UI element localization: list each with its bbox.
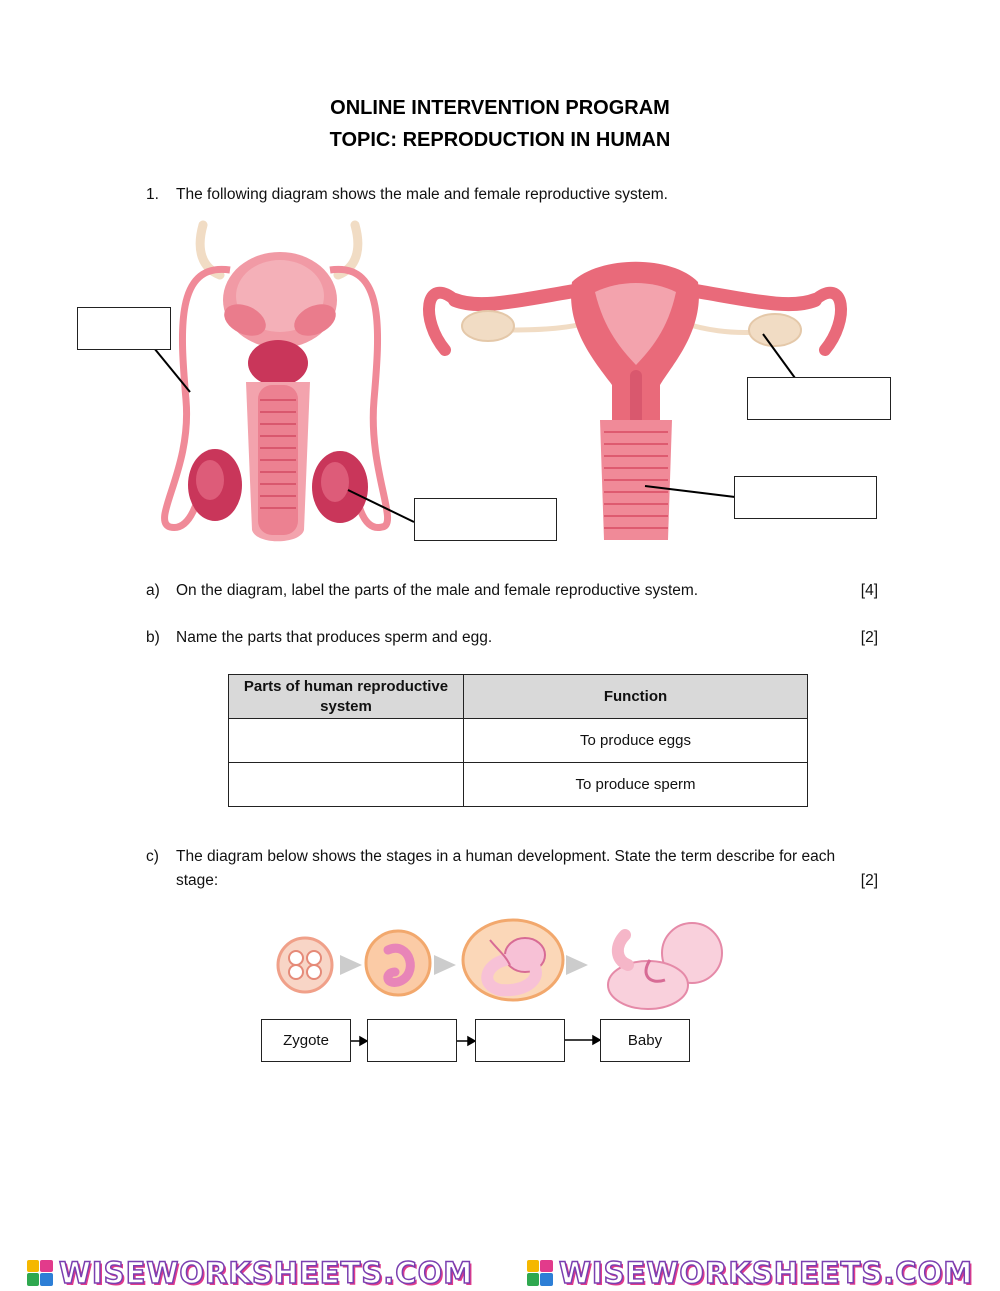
part-c-marks: [2] — [860, 872, 878, 889]
page-title-line2: TOPIC: REPRODUCTION IN HUMAN — [329, 129, 671, 151]
table-header-row — [229, 675, 808, 719]
stage-box-answer-2[interactable] — [475, 1019, 565, 1062]
part-b-letter: b) — [146, 629, 160, 646]
part-a-letter: a) — [146, 582, 160, 599]
answer-cell-sperm[interactable] — [229, 763, 464, 807]
part-b-marks: [2] — [860, 629, 878, 646]
function-cell: To produce sperm — [464, 763, 808, 807]
watermark-group — [27, 1256, 473, 1290]
part-c-letter: c) — [146, 848, 159, 865]
part-a-marks: [4] — [860, 582, 878, 599]
watermark-group — [527, 1256, 973, 1290]
label-box-vagina[interactable] — [734, 476, 877, 519]
label-box-vas-deferens[interactable] — [77, 307, 171, 350]
development-stages-illustration — [278, 920, 722, 1009]
question-text: The following diagram shows the male and female reproductive system. — [176, 186, 668, 203]
wiseworksheets-logo-icon — [27, 1260, 53, 1286]
label-box-ovary[interactable] — [747, 377, 891, 420]
table-row — [229, 719, 808, 763]
wiseworksheets-logo-icon — [527, 1260, 553, 1286]
answer-cell-eggs[interactable] — [229, 719, 464, 763]
function-cell: To produce eggs — [464, 719, 808, 763]
stage-box-zygote: Zygote — [261, 1019, 351, 1062]
watermark-text: WISEWORKSHEETS.COM — [558, 1255, 974, 1290]
part-c-text-line1: The diagram below shows the stages in a human development. State the term describe for each — [176, 848, 836, 865]
page-title-line1: ONLINE INTERVENTION PROGRAM — [330, 97, 670, 119]
table-row — [229, 763, 808, 807]
footer-watermark — [0, 1254, 1000, 1291]
stage-box-answer-1[interactable] — [367, 1019, 457, 1062]
part-c-text-line2: stage: — [176, 872, 219, 889]
part-b-text: Name the parts that produces sperm and egg. — [176, 629, 493, 646]
part-a-text: On the diagram, label the parts of the male and female reproductive system. — [176, 582, 699, 599]
label-box-testis[interactable] — [414, 498, 557, 541]
table-header-parts: Parts of human reproductive system — [229, 675, 464, 719]
question-number: 1. — [146, 186, 159, 203]
function-table — [228, 674, 808, 807]
table-header-function: Function — [464, 675, 808, 719]
stage-box-baby: Baby — [600, 1019, 690, 1062]
watermark-text: WISEWORKSHEETS.COM — [58, 1255, 474, 1290]
